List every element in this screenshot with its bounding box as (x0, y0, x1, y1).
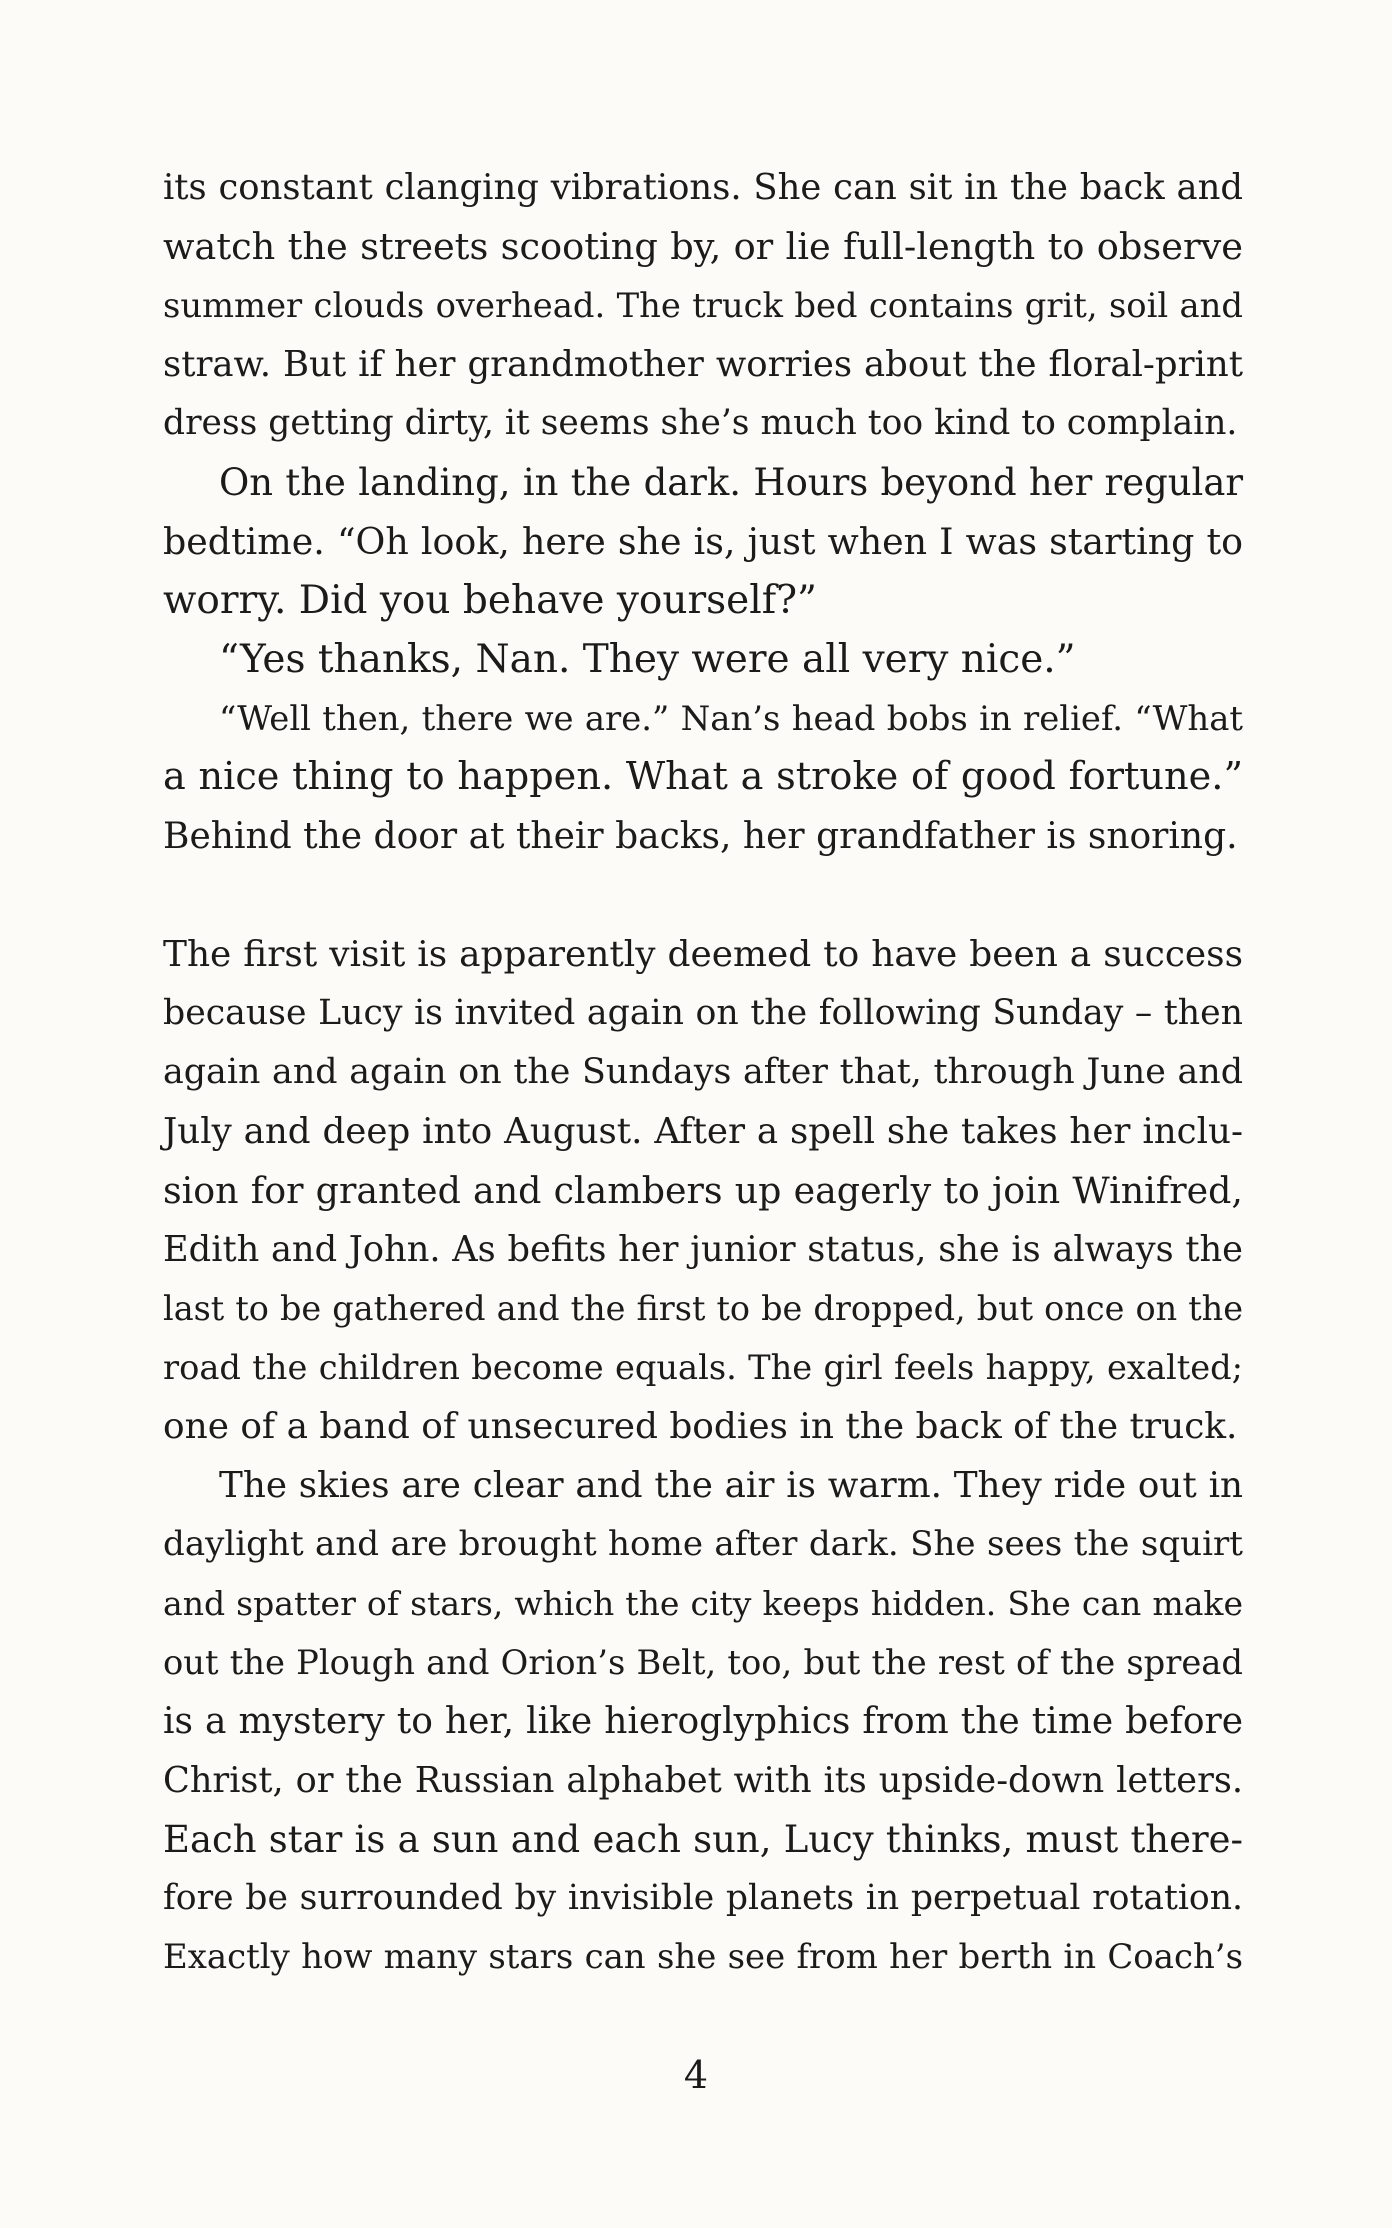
text-line: “Yes thanks, Nan. They were all very nice.” (219, 637, 1076, 682)
text-line: July and deep into August. After a spell she takes her inclu- (163, 1111, 1243, 1152)
text-line: “Well then, there we are.” Nan’s head bobs in relief. “What (219, 699, 1243, 738)
paragraph-continuation (163, 158, 1243, 453)
paragraph-dialogue-reply (163, 630, 1243, 689)
page-number: 4 (683, 2053, 709, 2097)
text-line: summer clouds overhead. The truck bed contains grit, soil and (163, 286, 1243, 325)
body-text (163, 158, 1243, 1987)
text-line: Each star is a sun and each sun, Lucy thinks, must there- (163, 1818, 1243, 1861)
section-break (163, 866, 1243, 925)
text-line: daylight and are brought home after dark. She sees the squirt (163, 1524, 1243, 1564)
text-line: last to be gathered and the first to be dropped, but once on the (163, 1289, 1243, 1328)
text-line: road the children become equals. The girl feels happy, exalted; (163, 1348, 1243, 1387)
paragraph-first-visit (163, 925, 1243, 1456)
text-line: again and again on the Sundays after that, through June and (163, 1052, 1243, 1092)
text-line: dress getting dirty, it seems she’s much too kind to complain. (163, 403, 1238, 443)
text-line: watch the streets scooting by, or lie full-length to observe (163, 225, 1243, 268)
text-line: a nice thing to happen. What a stroke of good fortune.” (163, 755, 1243, 799)
text-line: Edith and John. As befits her junior status, she is always the (163, 1229, 1243, 1270)
text-line: Exactly how many stars can she see from her berth in Coach’s (163, 1938, 1243, 1977)
paragraph-dialogue-nan (163, 689, 1243, 866)
paragraph-landing (163, 453, 1243, 630)
text-line: sion for granted and clambers up eagerly to join Winifred, (163, 1169, 1243, 1212)
text-line: Christ, or the Russian alphabet with its upside-down letters. (163, 1760, 1243, 1801)
text-line: because Lucy is invited again on the following Sunday – then (163, 993, 1243, 1033)
text-line: bedtime. “Oh look, here she is, just when I was starting to (163, 520, 1243, 563)
text-line: Behind the door at their backs, her grandfather is snoring. (163, 816, 1238, 857)
text-line: out the Plough and Orion’s Belt, too, but the rest of the spread (163, 1643, 1243, 1682)
text-line: The first visit is apparently deemed to have been a success (163, 934, 1243, 975)
text-line: one of a band of unsecured bodies in the back of the truck. (163, 1406, 1238, 1447)
text-line: The skies are clear and the air is warm. They ride out in (219, 1465, 1243, 1506)
text-line: fore be surrounded by invisible planets in perpetual rotation. (163, 1878, 1243, 1918)
text-line: straw. But if her grandmother worries about the floral-print (163, 344, 1243, 385)
text-line: its constant clanging vibrations. She can sit in the back and (163, 167, 1243, 208)
paragraph-stars (163, 1456, 1243, 1987)
text-line: and spatter of stars, which the city keeps hidden. She can make (163, 1584, 1243, 1623)
text-line: is a mystery to her, like hieroglyphics from the time before (163, 1701, 1243, 1742)
text-line: On the landing, in the dark. Hours beyond her regular (219, 461, 1243, 504)
text-line: worry. Did you behave yourself?” (163, 578, 817, 623)
